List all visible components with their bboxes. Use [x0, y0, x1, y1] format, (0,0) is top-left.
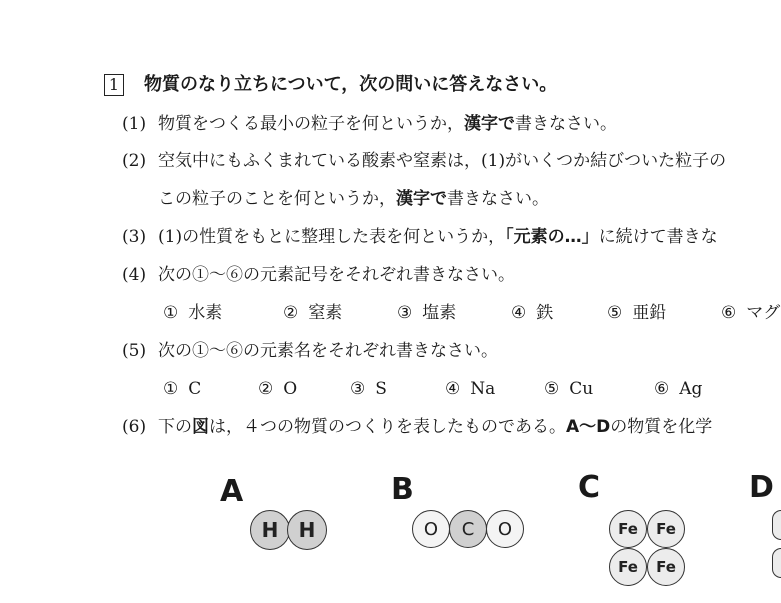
atom-h: H — [250, 510, 290, 550]
molecule-label-d: D — [749, 470, 774, 505]
question-2-line-2-text: この粒子のことを何というか， — [158, 189, 396, 209]
question-1-text-end: 書きなさい。 — [515, 114, 617, 134]
question-3-emphasis: 「元素の…」 — [505, 227, 599, 247]
question-2-line-2 — [158, 188, 549, 210]
list-item — [258, 378, 350, 400]
item-name: Ag — [679, 379, 703, 399]
question-3-number: (3) — [122, 227, 147, 247]
item-name: Cu — [569, 379, 594, 399]
item-marker: ① — [163, 379, 179, 399]
question-2-emphasis: 漢字で — [396, 189, 447, 209]
item-marker: ④ — [445, 379, 461, 399]
question-2-number: (2) — [122, 151, 147, 171]
question-4-number: (4) — [122, 265, 147, 285]
list-item — [350, 378, 445, 400]
section-title — [104, 74, 557, 96]
item-marker: ① — [163, 303, 179, 323]
item-name: O — [283, 379, 298, 399]
item-marker: ⑤ — [544, 379, 560, 399]
item-name: C — [188, 379, 202, 399]
question-2-line-2-end: 書きなさい。 — [447, 189, 549, 209]
question-2 — [122, 150, 726, 172]
section-number-box: 1 — [104, 74, 124, 96]
question-5-items — [163, 378, 702, 400]
list-item — [721, 302, 780, 324]
item-name: 塩素 — [422, 303, 457, 323]
item-marker: ⑤ — [607, 303, 623, 323]
question-5-text: 次の①～⑥の元素名をそれぞれ書きなさい。 — [158, 341, 498, 361]
question-6 — [122, 416, 712, 438]
molecule-label-c: C — [578, 470, 601, 505]
item-name: S — [375, 379, 387, 399]
question-1-emphasis: 漢字で — [464, 114, 515, 134]
atom-fe: Fe — [609, 510, 647, 548]
atom-partial — [772, 510, 781, 540]
list-item — [283, 302, 397, 324]
item-marker: ⑥ — [654, 379, 670, 399]
question-3-text-end: に続けて書きな — [598, 227, 718, 247]
question-2-line-1: 空気中にもふくまれている酸素や窒素は，(1)がいくつか結びついた粒子の — [158, 151, 727, 171]
atom-o: O — [412, 510, 450, 548]
item-marker: ② — [283, 303, 299, 323]
list-item — [445, 378, 544, 400]
question-6-text-mid: は，４つの物質のつくりを表したものである。 — [209, 417, 566, 437]
section-title-text: 物質のなり立ちについて，次の問いに答えなさい。 — [144, 74, 558, 95]
item-marker: ⑥ — [721, 303, 737, 323]
question-6-text-end: の物質を化学 — [610, 417, 713, 437]
molecule-label-b: B — [391, 472, 414, 507]
question-3 — [122, 226, 718, 248]
list-item — [607, 302, 721, 324]
list-item — [654, 378, 702, 400]
molecule-label-a: A — [220, 474, 244, 509]
atom-partial — [772, 548, 781, 578]
question-4 — [122, 264, 515, 286]
item-marker: ④ — [511, 303, 527, 323]
item-name: 亜鉛 — [632, 303, 667, 323]
question-1-text: 物質をつくる最小の粒子を何というか， — [158, 114, 464, 134]
atom-o: O — [486, 510, 524, 548]
list-item — [163, 378, 258, 400]
atom-h: H — [287, 510, 327, 550]
question-4-text: 次の①～⑥の元素記号をそれぞれ書きなさい。 — [158, 265, 515, 285]
question-6-text: 下の — [158, 417, 192, 437]
question-1 — [122, 113, 617, 135]
list-item — [511, 302, 607, 324]
item-marker: ③ — [397, 303, 413, 323]
question-6-emphasis-figure: 図 — [192, 417, 209, 437]
question-6-number: (6) — [122, 417, 147, 437]
atom-c: C — [449, 510, 487, 548]
item-marker: ③ — [350, 379, 366, 399]
list-item — [163, 302, 283, 324]
question-3-text: (1)の性質をもとに整理した表を何というか， — [158, 227, 506, 247]
item-name: 水素 — [188, 303, 223, 323]
item-name: マグ — [746, 303, 781, 323]
item-marker: ② — [258, 379, 274, 399]
item-name: 窒素 — [308, 303, 343, 323]
atom-fe: Fe — [647, 510, 685, 548]
atom-fe: Fe — [647, 548, 685, 586]
question-5 — [122, 340, 498, 362]
atom-fe: Fe — [609, 548, 647, 586]
item-name: 鉄 — [536, 303, 554, 323]
question-4-items — [163, 302, 780, 324]
question-5-number: (5) — [122, 341, 147, 361]
list-item — [544, 378, 654, 400]
question-1-number: (1) — [122, 114, 147, 134]
question-6-emphasis-letters: A～D — [566, 417, 611, 437]
list-item — [397, 302, 511, 324]
item-name: Na — [470, 379, 496, 399]
